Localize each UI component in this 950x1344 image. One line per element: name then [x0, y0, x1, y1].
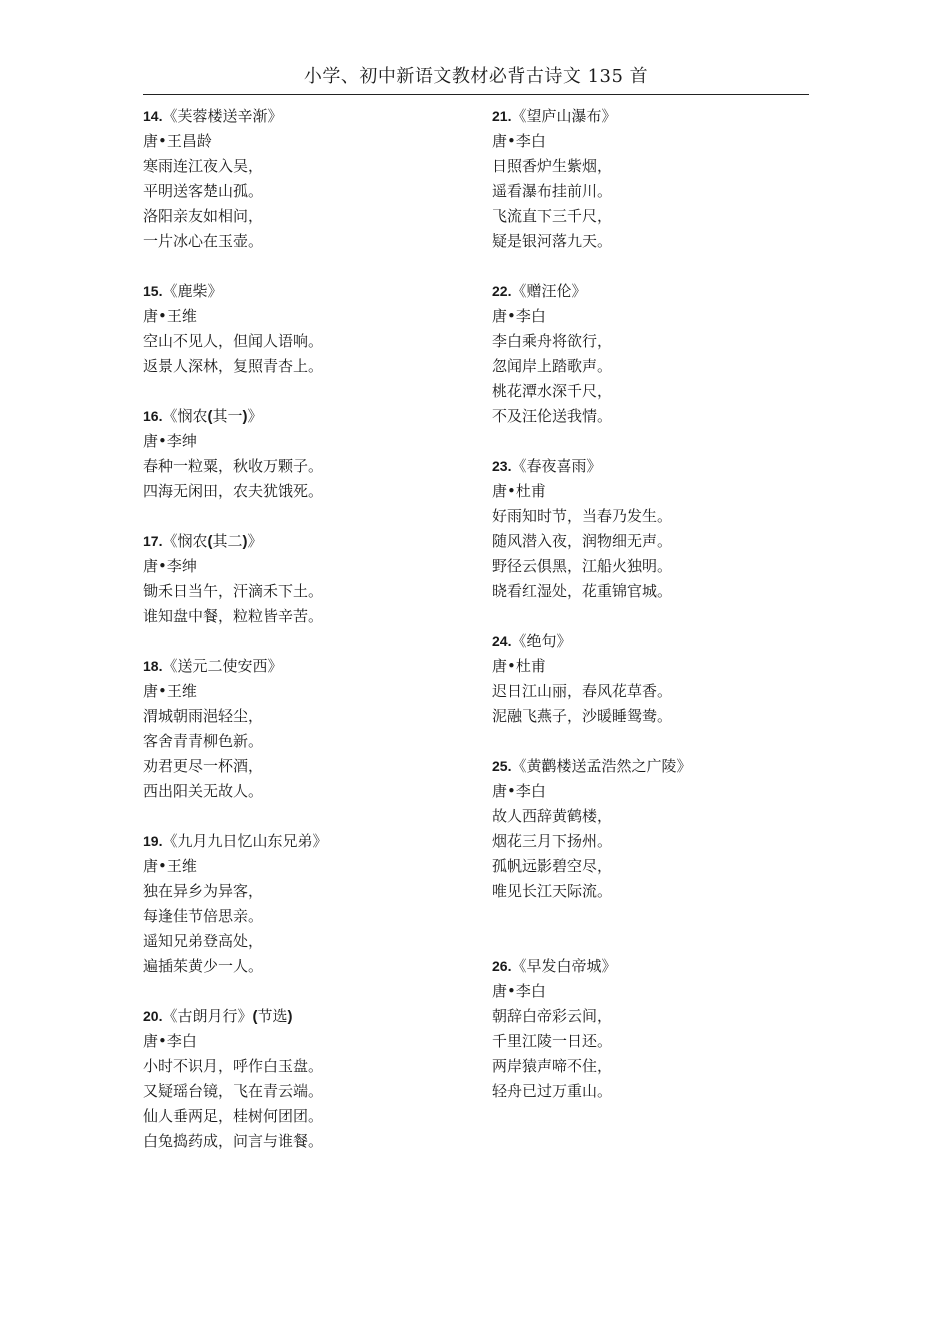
poem-line: 春种一粒粟，秋收万颗子。: [143, 457, 324, 475]
spacer: [143, 504, 473, 529]
poem-author: 唐•王维: [143, 682, 197, 700]
poem-number: 16.: [143, 408, 163, 424]
spacer: [492, 929, 812, 954]
spacer: [143, 804, 473, 829]
poem-15: [143, 279, 473, 404]
poem-line: 疑是银河落九天。: [492, 232, 613, 250]
poem-line: 两岸猿声啼不住，: [492, 1057, 613, 1075]
poem-line: 不及汪伦送我情。: [492, 407, 613, 425]
poem-line: 忽闻岸上踏歌声。: [492, 357, 613, 375]
poem-line: 谁知盘中餐，粒粒皆辛苦。: [143, 607, 324, 625]
poem-number: 14.: [143, 108, 163, 124]
poem-author: 唐•杜甫: [492, 482, 546, 500]
poem-line: 洛阳亲友如相问，: [143, 207, 264, 225]
poem-21: [492, 104, 812, 279]
poem-line: 迟日江山丽，春风花草香。: [492, 682, 673, 700]
poem-subtitle: 其一: [212, 407, 243, 425]
poem-line: 随风潜入夜，润物细无声。: [492, 532, 673, 550]
poem-author: 唐•李白: [492, 782, 546, 800]
poem-line: 白兔捣药成，问言与谁餐。: [143, 1132, 324, 1150]
poem-title: [143, 529, 473, 554]
poem-note: 节选: [257, 1007, 288, 1025]
poem-line: 野径云俱黑，江船火独明。: [492, 557, 673, 575]
spacer: [492, 604, 812, 629]
poem-title: [492, 754, 812, 779]
poem-title-text: 《古朗月行》: [162, 1007, 253, 1025]
poem-number: 25.: [492, 758, 512, 774]
poem-title-text: 《赠汪伦》: [511, 282, 587, 300]
poem-title: [492, 454, 812, 479]
poem-line: 平明送客楚山孤。: [143, 182, 264, 200]
paren-open: (: [207, 408, 213, 425]
poem-line: 飞流直下三千尺，: [492, 207, 613, 225]
poem-17: [143, 529, 473, 654]
poem-line: 西出阳关无故人。: [143, 782, 264, 800]
poem-line: 日照香炉生紫烟，: [492, 157, 613, 175]
poem-22: [492, 279, 812, 454]
paren-open: (: [207, 533, 213, 550]
poem-author: 唐•李绅: [143, 557, 197, 575]
poem-line: 渭城朝雨浥轻尘，: [143, 707, 264, 725]
poem-26: [492, 954, 812, 1104]
spacer: [143, 379, 473, 404]
poem-title-text: 《九月九日忆山东兄弟》: [162, 832, 328, 850]
poem-title-text: 《悯农: [162, 532, 208, 550]
poem-line: 轻舟已过万重山。: [492, 1082, 613, 1100]
poem-line: 桃花潭水深千尺，: [492, 382, 613, 400]
spacer: [143, 629, 473, 654]
poem-number: 21.: [492, 108, 512, 124]
spacer: [492, 429, 812, 454]
poem-line: 李白乘舟将欲行，: [492, 332, 613, 350]
poem-title-text: 《望庐山瀑布》: [511, 107, 617, 125]
poem-19: [143, 829, 473, 1004]
spacer: [492, 729, 812, 754]
poem-title: [143, 1004, 473, 1029]
poem-title: [143, 279, 473, 304]
right-column: [492, 104, 812, 1104]
poem-number: 24.: [492, 633, 512, 649]
poem-line: 唯见长江天际流。: [492, 882, 613, 900]
document-title: 小学、初中新语文教材必背古诗文 135 首: [303, 66, 649, 87]
page-header: [143, 62, 809, 95]
poem-20: [143, 1004, 473, 1154]
poem-line: 一片冰心在玉壶。: [143, 232, 264, 250]
left-column: [143, 104, 473, 1154]
poem-14: [143, 104, 473, 279]
poem-author: 唐•李白: [492, 982, 546, 1000]
poem-title-text: 《悯农: [162, 407, 208, 425]
poem-line: 客舍青青柳色新。: [143, 732, 264, 750]
poem-line: 返景人深林，复照青杏上。: [143, 357, 324, 375]
paren-close: ): [242, 408, 248, 425]
poem-title-text: 《早发白帝城》: [511, 957, 617, 975]
poem-number: 20.: [143, 1008, 163, 1024]
poem-author: 唐•王维: [143, 857, 197, 875]
poem-line: 每逢佳节倍思亲。: [143, 907, 264, 925]
poem-line: 空山不见人，但闻人语响。: [143, 332, 324, 350]
poem-line: 又疑瑶台镜，飞在青云端。: [143, 1082, 324, 1100]
poem-title: [143, 654, 473, 679]
poem-line: 故人西辞黄鹤楼，: [492, 807, 613, 825]
poem-author: 唐•李白: [492, 132, 546, 150]
poem-line: 好雨知时节，当春乃发生。: [492, 507, 673, 525]
paren-close: ): [242, 533, 248, 550]
poem-line: 劝君更尽一杯酒，: [143, 757, 264, 775]
poem-author: 唐•李绅: [143, 432, 197, 450]
poem-line: 泥融飞燕子，沙暖睡鸳鸯。: [492, 707, 673, 725]
poem-line: 仙人垂两足，桂树何团团。: [143, 1107, 324, 1125]
spacer: [492, 254, 812, 279]
poem-number: 18.: [143, 658, 163, 674]
poem-title: [492, 629, 812, 654]
poem-line: 小时不识月，呼作白玉盘。: [143, 1057, 324, 1075]
poem-line: 千里江陵一日还。: [492, 1032, 613, 1050]
poem-title: [492, 954, 812, 979]
poem-title-text: 《送元二使安西》: [162, 657, 283, 675]
poem-author: 唐•李白: [143, 1032, 197, 1050]
poem-25: [492, 754, 812, 954]
poem-title-text: 《春夜喜雨》: [511, 457, 602, 475]
poem-line: 烟花三月下扬州。: [492, 832, 613, 850]
poem-title-text: 《黄鹳楼送孟浩然之广陵》: [511, 757, 692, 775]
poem-24: [492, 629, 812, 754]
poem-author: 唐•李白: [492, 307, 546, 325]
poem-line: 寒雨连江夜入吴，: [143, 157, 264, 175]
spacer: [492, 904, 812, 929]
poem-line: 朝辞白帝彩云间，: [492, 1007, 613, 1025]
poem-author: 唐•王昌龄: [143, 132, 212, 150]
spacer: [143, 979, 473, 1004]
poem-title: [143, 404, 473, 429]
poem-author: 唐•杜甫: [492, 657, 546, 675]
poem-16: [143, 404, 473, 529]
spacer: [143, 254, 473, 279]
poem-title-text: 《芙蓉楼送辛渐》: [162, 107, 283, 125]
poem-number: 17.: [143, 533, 163, 549]
poem-line: 遥知兄弟登高处，: [143, 932, 264, 950]
poem-line: 遍插茱黄少一人。: [143, 957, 264, 975]
paren-close: ): [287, 1008, 293, 1025]
poem-line: 孤帆远影碧空尽，: [492, 857, 613, 875]
poem-18: [143, 654, 473, 829]
poem-line: 锄禾日当午，汗滴禾下土。: [143, 582, 324, 600]
poem-title: [143, 829, 473, 854]
poem-number: 26.: [492, 958, 512, 974]
poem-number: 23.: [492, 458, 512, 474]
poem-line: 晓看红湿处，花重锦官城。: [492, 582, 673, 600]
poem-title: [143, 104, 473, 129]
poem-subtitle: 其二: [212, 532, 243, 550]
poem-title: [492, 104, 812, 129]
poem-title-text: 《鹿柴》: [162, 282, 223, 300]
poem-line: 四海无闲田，农夫犹饿死。: [143, 482, 324, 500]
poem-line: 遥看瀑布挂前川。: [492, 182, 613, 200]
poem-title-text: 《绝句》: [511, 632, 572, 650]
poem-title: [492, 279, 812, 304]
poem-author: 唐•王维: [143, 307, 197, 325]
poem-number: 19.: [143, 833, 163, 849]
poem-23: [492, 454, 812, 629]
paren-open: (: [252, 1008, 258, 1025]
poem-title-end: 》: [247, 532, 263, 550]
poem-line: 独在异乡为异客，: [143, 882, 264, 900]
poem-title-end: 》: [247, 407, 263, 425]
poem-number: 22.: [492, 283, 512, 299]
poem-number: 15.: [143, 283, 163, 299]
